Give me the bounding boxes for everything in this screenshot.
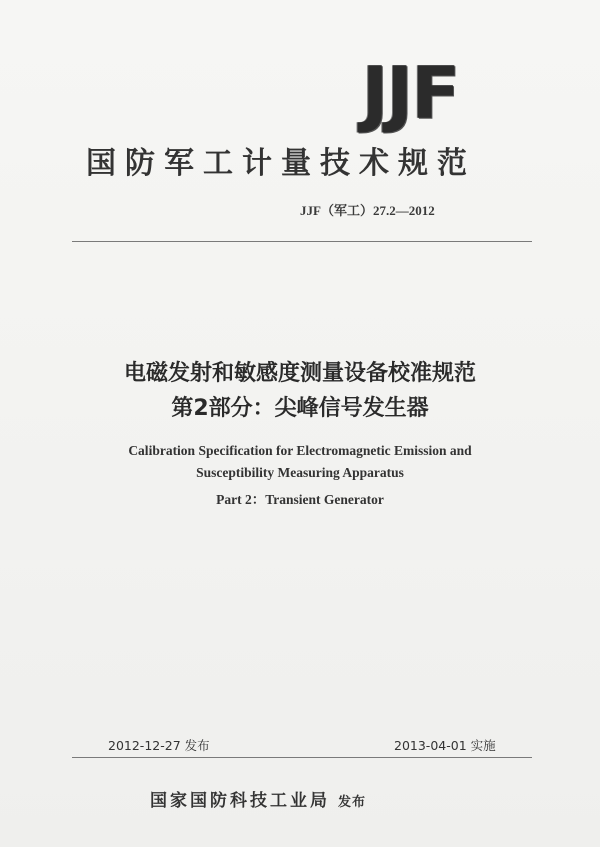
bottom-divider bbox=[72, 757, 532, 758]
title-en-line2: Susceptibility Measuring Apparatus bbox=[196, 465, 404, 480]
publish-label: 发布 bbox=[338, 795, 367, 810]
title-en-line1: Calibration Specification for Electromagnetic Emission and bbox=[128, 443, 472, 458]
issue-date: 2012-12-27 发布 bbox=[108, 738, 210, 753]
title-en-line3: Part 2：Transient Generator bbox=[216, 492, 384, 507]
jjf-logo: JJF bbox=[361, 51, 459, 135]
publisher-name: 国家国防科技工业局 bbox=[150, 791, 330, 811]
top-divider bbox=[72, 241, 532, 242]
title-cn-line1: 电磁发射和敏感度测量设备校准规范 bbox=[123, 361, 476, 386]
title-cn-line2: 第2部分：尖峰信号发生器 bbox=[171, 396, 429, 421]
standard-code: JJF（军工）27.2—2012 bbox=[300, 203, 435, 218]
publisher bbox=[150, 786, 366, 811]
series-title: 国防军工计量技术规范 bbox=[86, 146, 476, 181]
effective-date: 2013-04-01 实施 bbox=[394, 738, 496, 753]
